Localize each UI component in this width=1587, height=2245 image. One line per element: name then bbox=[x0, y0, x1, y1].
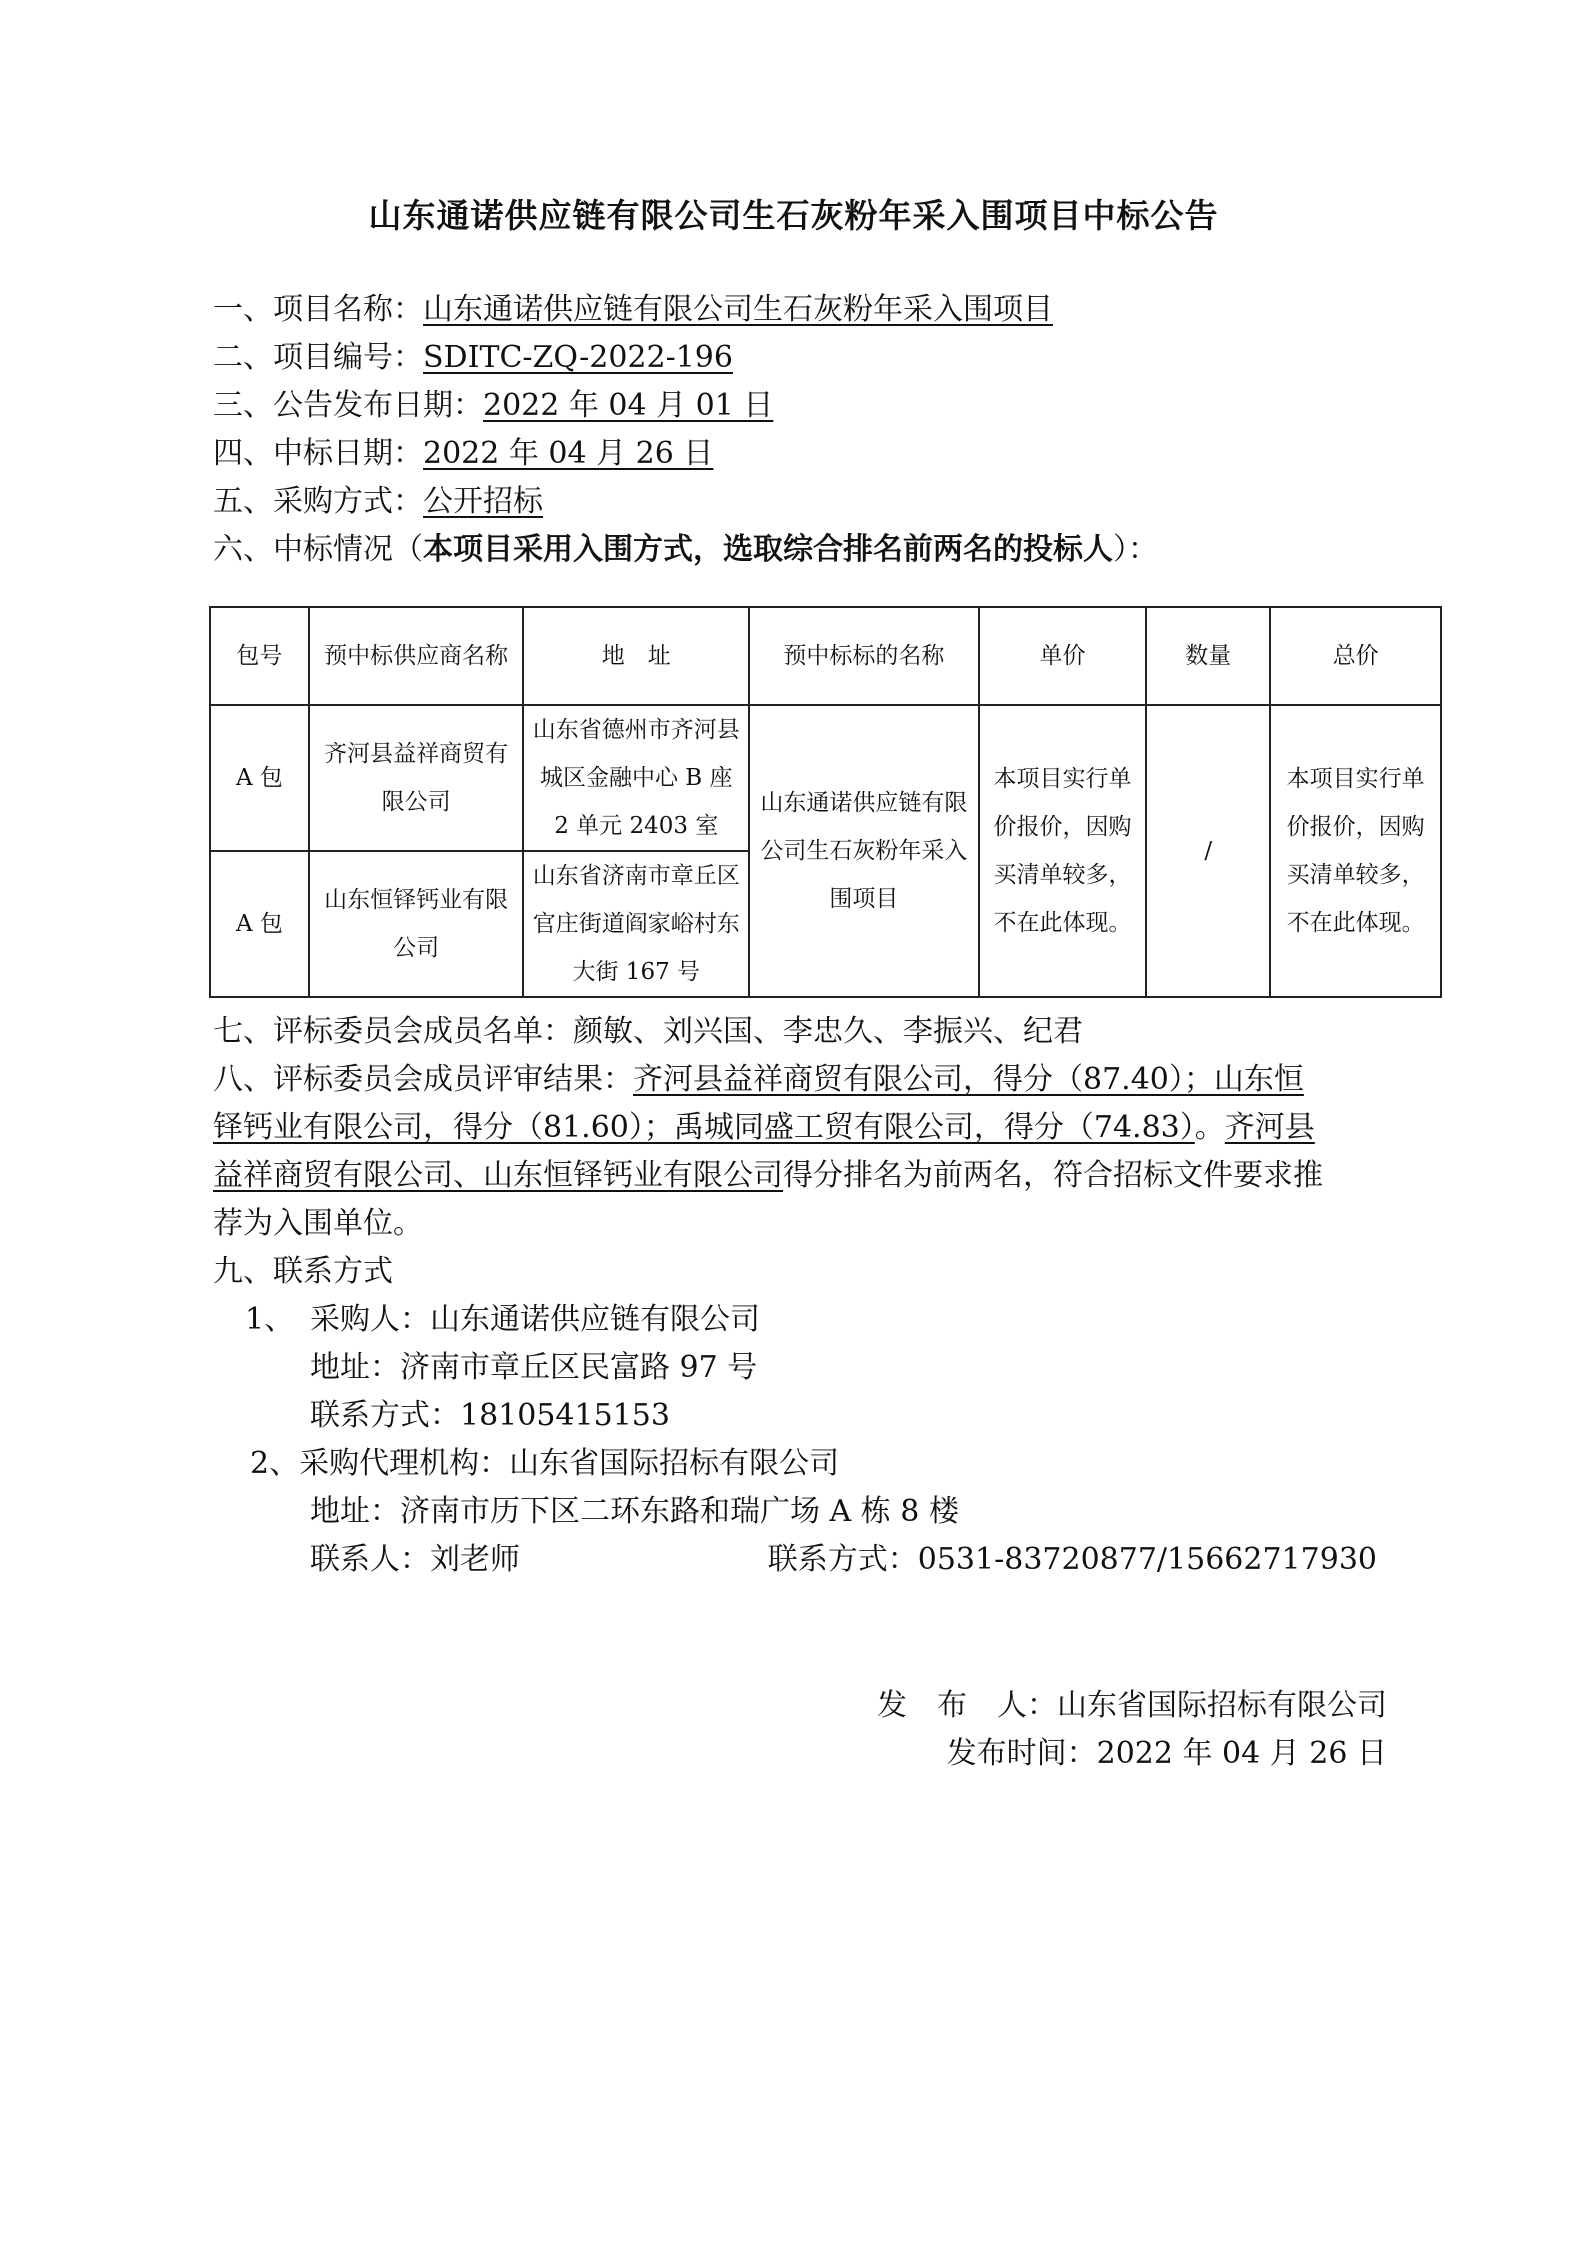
award-date-line bbox=[213, 434, 713, 474]
buyer-line: 采购人：山东通诺供应链有限公司 bbox=[310, 1302, 760, 1337]
award-info-line bbox=[213, 530, 1158, 570]
committee-line bbox=[213, 1012, 1083, 1052]
results-text-3: 益祥商贸有限公司、山东恒铎钙业有限公司 bbox=[213, 1158, 783, 1193]
address-cell: 山东省济南市章丘区官庄街道阎家峪村东大街 167 号 bbox=[523, 851, 749, 997]
committee-value: 颜敏、刘兴国、李忠久、李振兴、纪君 bbox=[573, 1014, 1083, 1049]
agency-line: 2、采购代理机构：山东省国际招标有限公司 bbox=[250, 1446, 840, 1481]
buyer-phone: 联系方式：18105415153 bbox=[310, 1398, 670, 1433]
method-line bbox=[213, 482, 543, 522]
buyer-address: 地址：济南市章丘区民富路 97 号 bbox=[310, 1350, 758, 1385]
project-name-label: 一、项目名称： bbox=[213, 292, 423, 327]
publish-date-value: 2022 年 04 月 01 日 bbox=[483, 388, 774, 423]
award-info-bold: 本项目采用入围方式，选取综合排名前两名的投标人 bbox=[423, 532, 1113, 567]
buyer-number: 1、 bbox=[245, 1302, 295, 1337]
unit-price-cell: 本项目实行单价报价，因购买清单较多，不在此体现。 bbox=[979, 705, 1147, 997]
results-text-4: 荐为入围单位。 bbox=[213, 1206, 423, 1241]
publisher: 发 布 人：山东省国际招标有限公司 bbox=[877, 1688, 1387, 1723]
committee-label: 七、评标委员会成员名单： bbox=[213, 1014, 573, 1049]
page-title: 山东通诺供应链有限公司生石灰粉年采入围项目中标公告 bbox=[368, 196, 1219, 235]
header-unit-price: 单价 bbox=[979, 607, 1147, 705]
agency-address: 地址：济南市历下区二环东路和瑞广场 A 栋 8 楼 bbox=[310, 1494, 959, 1529]
supplier-cell: 山东恒铎钙业有限公司 bbox=[309, 851, 524, 997]
publish-time: 发布时间：2022 年 04 月 26 日 bbox=[946, 1736, 1387, 1771]
address-cell: 山东省德州市齐河县城区金融中心 B 座 2 单元 2403 室 bbox=[523, 705, 749, 851]
project-name-value: 山东通诺供应链有限公司生石灰粉年采入围项目 bbox=[423, 292, 1053, 327]
award-date-label: 四、中标日期： bbox=[213, 436, 423, 471]
project-code-label: 二、项目编号： bbox=[213, 340, 423, 375]
results-text-2-tail: 。 bbox=[1194, 1110, 1225, 1145]
total-cell: 本项目实行单价报价，因购买清单较多，不在此体现。 bbox=[1270, 705, 1441, 997]
award-info-label: 六、中标情况（ bbox=[213, 532, 423, 567]
project-code-line bbox=[213, 338, 733, 378]
results-line-1 bbox=[213, 1060, 1304, 1100]
agency-phone: 联系方式：0531-83720877/15662717930 bbox=[767, 1542, 1377, 1577]
method-value: 公开招标 bbox=[423, 484, 543, 519]
header-total: 总价 bbox=[1270, 607, 1441, 705]
quantity-cell: / bbox=[1146, 705, 1270, 997]
award-date-value: 2022 年 04 月 26 日 bbox=[423, 436, 714, 471]
package-cell: A 包 bbox=[210, 851, 309, 997]
contact-heading: 九、联系方式 bbox=[213, 1254, 393, 1289]
project-code-value: SDITC-ZQ-2022-196 bbox=[423, 340, 733, 375]
table-header-row bbox=[210, 607, 1441, 705]
header-quantity: 数量 bbox=[1146, 607, 1270, 705]
results-text-2: 铎钙业有限公司，得分（81.60）；禹城同盛工贸有限公司，得分（74.83） bbox=[213, 1110, 1195, 1145]
project-name-line bbox=[213, 290, 1053, 330]
header-address: 地 址 bbox=[523, 607, 749, 705]
package-cell: A 包 bbox=[210, 705, 309, 851]
publish-date-label: 三、公告发布日期： bbox=[213, 388, 483, 423]
header-subject: 预中标标的名称 bbox=[749, 607, 979, 705]
results-text-1: 齐河县益祥商贸有限公司，得分（87.40）；山东恒 bbox=[633, 1062, 1304, 1097]
results-line-2 bbox=[213, 1108, 1315, 1148]
supplier-cell: 齐河县益祥商贸有限公司 bbox=[309, 705, 524, 851]
header-supplier: 预中标供应商名称 bbox=[309, 607, 524, 705]
method-label: 五、采购方式： bbox=[213, 484, 423, 519]
header-package: 包号 bbox=[210, 607, 309, 705]
results-line-4 bbox=[213, 1204, 423, 1244]
table-row bbox=[210, 705, 1441, 851]
results-line-3 bbox=[213, 1156, 1323, 1196]
agency-person: 联系人：刘老师 bbox=[310, 1542, 520, 1577]
results-text-2b: 齐河县 bbox=[1224, 1110, 1315, 1145]
results-text-3-tail: 得分排名为前两名，符合招标文件要求推 bbox=[783, 1158, 1323, 1193]
subject-cell: 山东通诺供应链有限公司生石灰粉年采入围项目 bbox=[749, 705, 979, 997]
award-table bbox=[209, 606, 1442, 998]
publish-date-line bbox=[213, 386, 773, 426]
results-label: 八、评标委员会成员评审结果： bbox=[213, 1062, 633, 1097]
award-info-end: ）： bbox=[1113, 532, 1158, 567]
